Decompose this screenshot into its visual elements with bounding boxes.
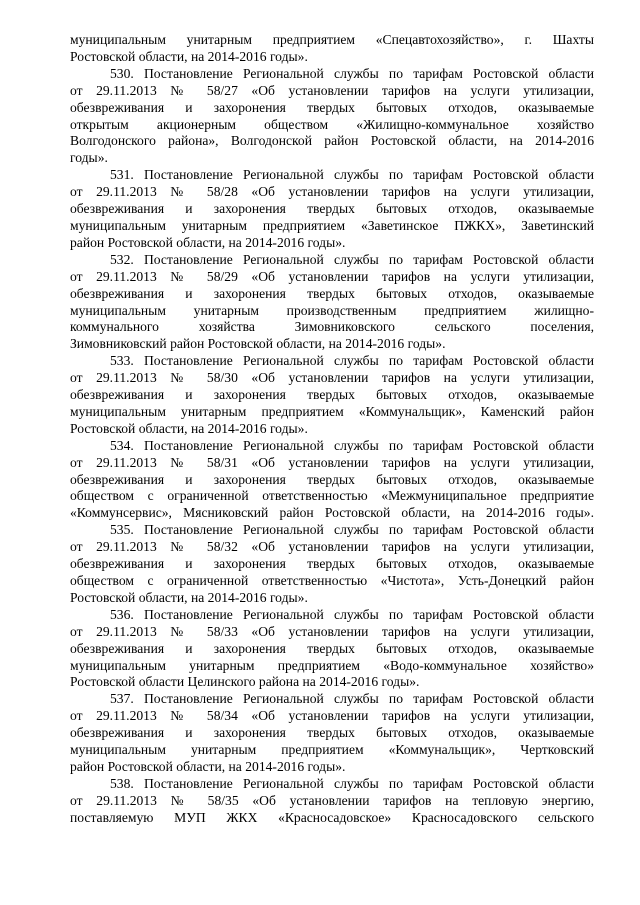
text-line: район Ростовской области, на 2014-2016 годы». <box>70 758 346 774</box>
text-line: от 29.11.2013 № 58/27 «Об установлении тарифов на услуги утилизации, <box>70 82 594 98</box>
text-line: Зимовниковский район Ростовской области, на 2014-2016 годы». <box>70 336 446 352</box>
text-line: от 29.11.2013 № 58/28 «Об установлении тарифов на услуги утилизации, <box>70 184 594 200</box>
text-line: муниципальным унитарным предприятием «Коммунальщик», Чертковский <box>70 742 594 758</box>
text-line: район Ростовской области, на 2014-2016 годы». <box>70 234 346 250</box>
text-line: «Коммунсервис», Мясниковский район Ростовской области, на 2014-2016 годы». <box>70 505 594 521</box>
text-line: обезвреживания и захоронения твердых бытовых отходов, оказываемые <box>70 640 594 656</box>
text-line: поставляемую МУП ЖКХ «Красносадовское» Красносадовского сельского <box>70 809 594 825</box>
text-line: обезвреживания и захоронения твердых бытовых отходов, оказываемые <box>70 99 594 115</box>
text-line: обезвреживания и захоронения твердых бытовых отходов, оказываемые <box>70 387 594 403</box>
text-line: от 29.11.2013 № 58/30 «Об установлении тарифов на услуги утилизации, <box>70 370 594 386</box>
text-line: от 29.11.2013 № 58/33 «Об установлении тарифов на услуги утилизации, <box>70 623 594 639</box>
text-line: муниципальным унитарным производственным предприятием жилищно- <box>70 302 594 318</box>
text-line: от 29.11.2013 № 58/29 «Об установлении тарифов на услуги утилизации, <box>70 268 594 284</box>
text-line: 531. Постановление Региональной службы по тарифам Ростовской области <box>110 167 594 183</box>
text-line: муниципальным унитарным предприятием «Водо-коммунальное хозяйство» <box>70 657 594 673</box>
text-line: обезвреживания и захоронения твердых бытовых отходов, оказываемые <box>70 201 594 217</box>
text-line: от 29.11.2013 № 58/32 «Об установлении тарифов на услуги утилизации, <box>70 539 594 555</box>
text-line: от 29.11.2013 № 58/34 «Об установлении тарифов на услуги утилизации, <box>70 708 594 724</box>
text-line: обезвреживания и захоронения твердых бытовых отходов, оказываемые <box>70 471 594 487</box>
text-line: Ростовской области, на 2014-2016 годы». <box>70 48 308 64</box>
text-line: коммунального хозяйства Зимовниковского сельского поселения, <box>70 319 594 335</box>
text-line: обезвреживания и захоронения твердых бытовых отходов, оказываемые <box>70 725 594 741</box>
text-line: муниципальным унитарным предприятием «Спецавтохозяйство», г. Шахты <box>70 32 594 47</box>
text-line: Ростовской области, на 2014-2016 годы». <box>70 420 308 436</box>
text-line: Ростовской области Целинского района на 2014-2016 годы». <box>70 674 420 690</box>
text-line: 533. Постановление Региональной службы по тарифам Ростовской области <box>110 353 594 369</box>
text-line: годы». <box>70 150 108 166</box>
text-line: 537. Постановление Региональной службы по тарифам Ростовской области <box>110 691 594 707</box>
text-line: муниципальным унитарным предприятием «Заветинское ПЖКХ», Заветинский <box>70 217 594 233</box>
text-line: от 29.11.2013 № 58/35 «Об установлении тарифов на тепловую энергию, <box>70 792 594 808</box>
text-line: обезвреживания и захоронения твердых бытовых отходов, оказываемые <box>70 556 594 572</box>
text-line: 538. Постановление Региональной службы по тарифам Ростовской области <box>110 775 594 791</box>
text-line: Ростовской области, на 2014-2016 годы». <box>70 589 308 605</box>
text-line: 536. Постановление Региональной службы по тарифам Ростовской области <box>110 606 594 622</box>
text-line: 534. Постановление Региональной службы по тарифам Ростовской области <box>110 437 594 453</box>
text-line: от 29.11.2013 № 58/31 «Об установлении тарифов на услуги утилизации, <box>70 454 594 470</box>
text-line: 530. Постановление Региональной службы по тарифам Ростовской области <box>110 65 594 81</box>
text-line: 532. Постановление Региональной службы по тарифам Ростовской области <box>110 251 594 267</box>
text-line: обезвреживания и захоронения твердых бытовых отходов, оказываемые <box>70 285 594 301</box>
document-page <box>70 32 594 827</box>
text-line: 535. Постановление Региональной службы по тарифам Ростовской области <box>110 522 594 538</box>
text-line: муниципальным унитарным предприятием «Коммунальщик», Каменский район <box>70 403 594 419</box>
text-line: обществом с ограниченной ответственностью «Межмуниципальное предприятие <box>70 488 594 504</box>
text-line: открытым акционерным обществом «Жилищно-коммунальное хозяйство <box>70 116 594 132</box>
text-line: Волгодонского района», Волгодонской район Ростовской области, на 2014-2016 <box>70 133 594 149</box>
text-line: обществом с ограниченной ответственностью «Чистота», Усть-Донецкий район <box>70 573 594 588</box>
